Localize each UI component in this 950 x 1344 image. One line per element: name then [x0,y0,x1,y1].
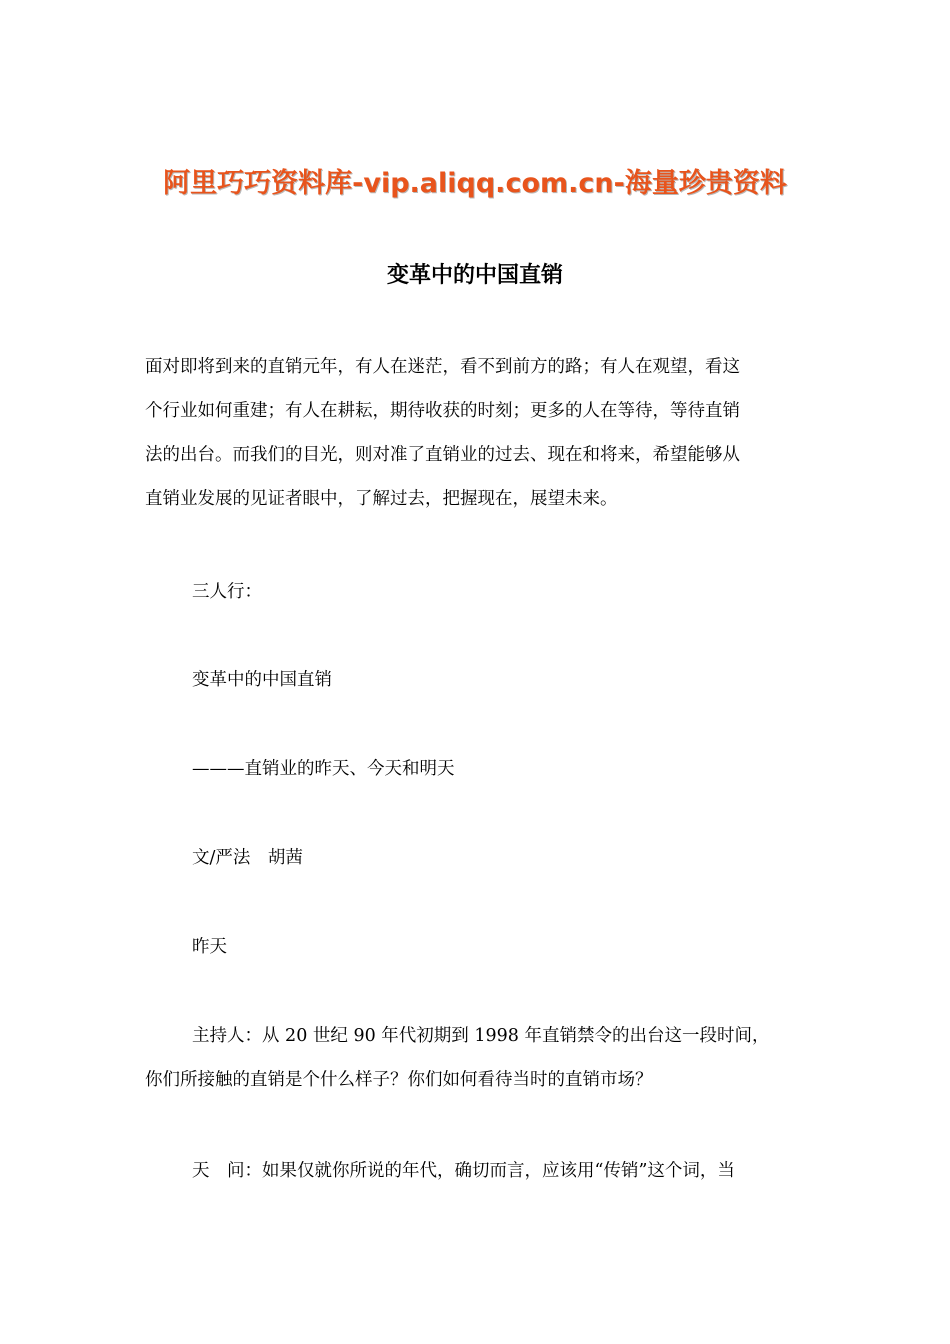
document-title: 变革中的中国直销 [386,262,563,288]
column-label: 三人行： [192,582,262,602]
intro-line: 面对即将到来的直销元年，有人在迷茫，看不到前方的路；有人在观望，看这 [145,357,740,377]
answer-line: 天 问：如果仅就你所说的年代，确切而言，应该用“传销”这个词，当 [192,1161,735,1181]
host-question [145,1014,805,1102]
intro-paragraph [145,345,805,521]
answer-paragraph [145,1149,805,1193]
intro-line: 个行业如何重建；有人在耕耘，期待收获的时刻；更多的人在等待，等待直销 [145,401,740,421]
article-subheading: ———直销业的昨天、今天和明天 [192,759,455,779]
byline: 文/严法 胡茜 [192,848,303,868]
site-banner: 阿里巧巧资料库-vip.aliqq.com.cn-海量珍贵资料 [163,167,787,199]
intro-line: 直销业发展的见证者眼中，了解过去，把握现在，展望未来。 [145,489,618,509]
section-heading: 昨天 [192,937,227,957]
host-question-line: 你们所接触的直销是个什么样子？你们如何看待当时的直销市场？ [145,1070,653,1090]
article-subtitle: 变革中的中国直销 [192,670,332,690]
intro-line: 法的出台。而我们的目光，则对准了直销业的过去、现在和将来，希望能够从 [145,445,740,465]
host-question-line: 主持人：从 20 世纪 90 年代初期到 1998 年直销禁令的出台这一段时间， [192,1026,770,1046]
